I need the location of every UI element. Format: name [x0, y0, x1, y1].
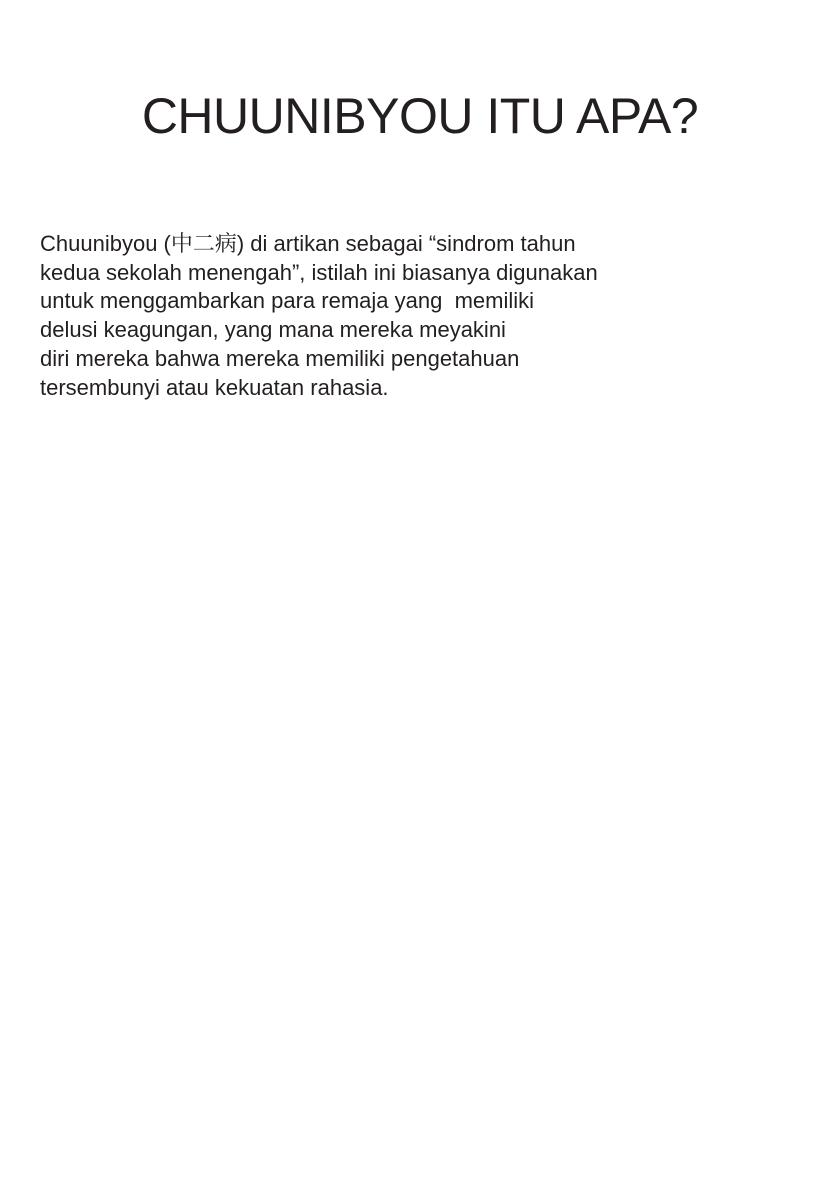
paragraph-line: diri mereka bahwa mereka memiliki pengetahuan [40, 345, 520, 371]
paragraph-line: tersembunyi atau kekuatan rahasia. [40, 374, 389, 400]
paragraph-line: Chuunibyou (中二病) di artikan sebagai “sindrom tahun [40, 231, 576, 256]
paragraph-line: delusi keagungan, yang mana mereka meyakini [40, 317, 506, 343]
page-title: CHUUNIBYOU ITU APA? [141, 88, 699, 144]
paragraph-line: kedua sekolah menengah”, istilah ini biasanya digunakan [40, 259, 598, 285]
paragraph-line: untuk menggambarkan para remaja yang memiliki [40, 288, 535, 314]
body-paragraph [40, 230, 800, 402]
